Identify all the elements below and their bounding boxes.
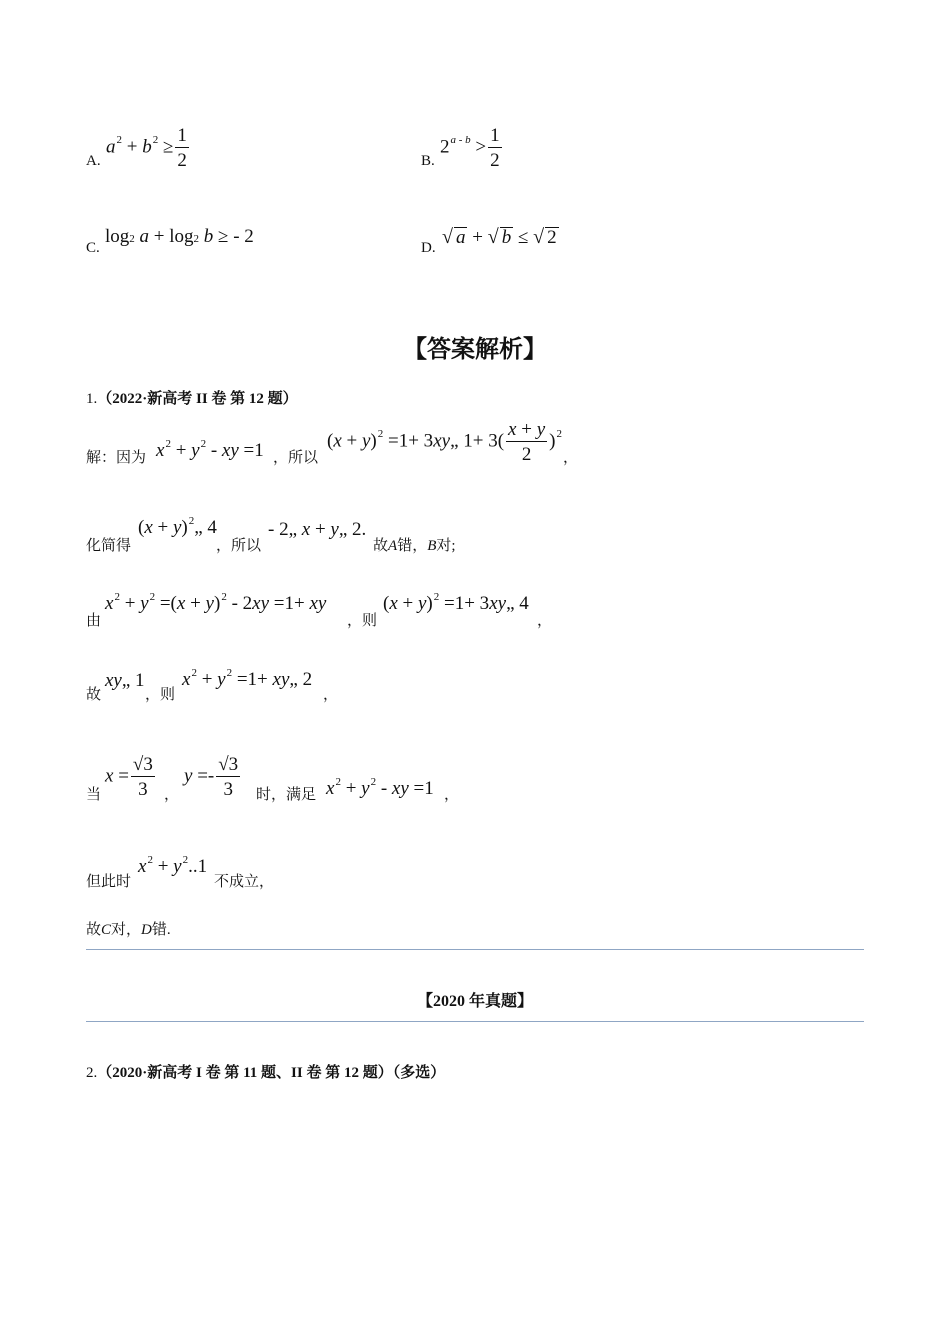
solution-line-3-expr2: $(x + y)^2 =1+$ 3xy„ 4 <box>383 591 529 614</box>
solution-line-5-x-value: x = $\frac{√3}{3}$ <box>105 754 153 800</box>
solution-line-2-conclusion: 故A错，B对; <box>373 538 456 554</box>
solution-line-1-prefix: 解：因为 <box>86 450 147 466</box>
solution-line-5-y-value: y =- $\frac{√3}{3}$ <box>184 754 239 800</box>
solution-line-5-prefix: 当 <box>86 787 102 803</box>
solution-line-3-mid: ，则 <box>347 613 378 629</box>
solution-line-5-sep: ， <box>164 787 180 803</box>
solution-line-5-end: ， <box>444 787 460 803</box>
question-1-header: 1.（2022·新高考 II 卷 第 12 题） <box>86 391 298 407</box>
solution-line-1-mid: ，所以 <box>273 450 319 466</box>
section-divider-top <box>86 949 864 950</box>
option-d-expression: √ a + √ b ≤ √ 2 <box>442 226 557 248</box>
solution-line-7-conclusion: 故C对，D错. <box>86 922 171 938</box>
solution-line-4-expr2: $x^2 + y^2 =1+$ xy„ 2 <box>182 667 313 690</box>
solution-line-3-end: ， <box>537 613 553 629</box>
solution-line-2-expr1: $(x + y)^2„$ 4 <box>138 515 217 538</box>
option-c-expression: log2 a + log2 b ≥ - 2 <box>105 226 254 247</box>
solution-line-1-end: ， <box>563 450 579 466</box>
answer-heading: 【答案解析】 <box>403 337 547 363</box>
option-a-expression: $a^2 + b^2$ ≥ $\frac{1}{2}$ <box>106 125 187 171</box>
solution-line-4-end: ， <box>323 687 339 703</box>
question-2-header: 2.（2020·新高考 I 卷 第 11 题、II 卷 第 12 题）（多选） <box>86 1065 446 1081</box>
section-divider-bottom <box>86 1021 864 1022</box>
solution-line-6-end: 不成立， <box>214 874 275 890</box>
solution-line-1-inequality: $(x + y)^2 =1+$ 3xy„ 1+ 3( $\frac{x + y}{2}$ )$^2$ <box>327 419 562 465</box>
solution-line-2-mid: ，所以 <box>216 538 262 554</box>
option-b-label: B. <box>421 153 435 169</box>
solution-line-4-prefix: 故 <box>86 687 102 703</box>
solution-line-4-expr1: xy„ 1 <box>105 670 145 691</box>
solution-line-1-equation: $x^2 + y^2$ - xy =1 <box>156 438 264 461</box>
solution-line-6-expr: $x^2 + y^2..1$ <box>138 854 208 877</box>
solution-line-5-mid: 时，满足 <box>256 787 317 803</box>
section-heading-2020: 【2020 年真题】 <box>416 993 533 1010</box>
solution-line-5-expr: $x^2 + y^2$ - xy =1 <box>326 776 434 799</box>
option-d-label: D. <box>421 240 436 256</box>
solution-line-2-prefix: 化简得 <box>86 538 132 554</box>
solution-line-3-prefix: 由 <box>86 613 102 629</box>
solution-line-4-mid: ，则 <box>145 687 176 703</box>
solution-line-2-expr2: - 2„ x + y„ 2. <box>268 519 367 540</box>
option-a-label: A. <box>86 153 101 169</box>
option-b-expression: $2^{a - b}$ > $\frac{1}{2}$ <box>440 125 500 171</box>
option-c-label: C. <box>86 240 100 256</box>
solution-line-6-prefix: 但此时 <box>86 874 132 890</box>
solution-line-3-expr1: $x^2 + y^2 =(x + y)^2 - 2xy =1+$ xy <box>105 591 327 614</box>
